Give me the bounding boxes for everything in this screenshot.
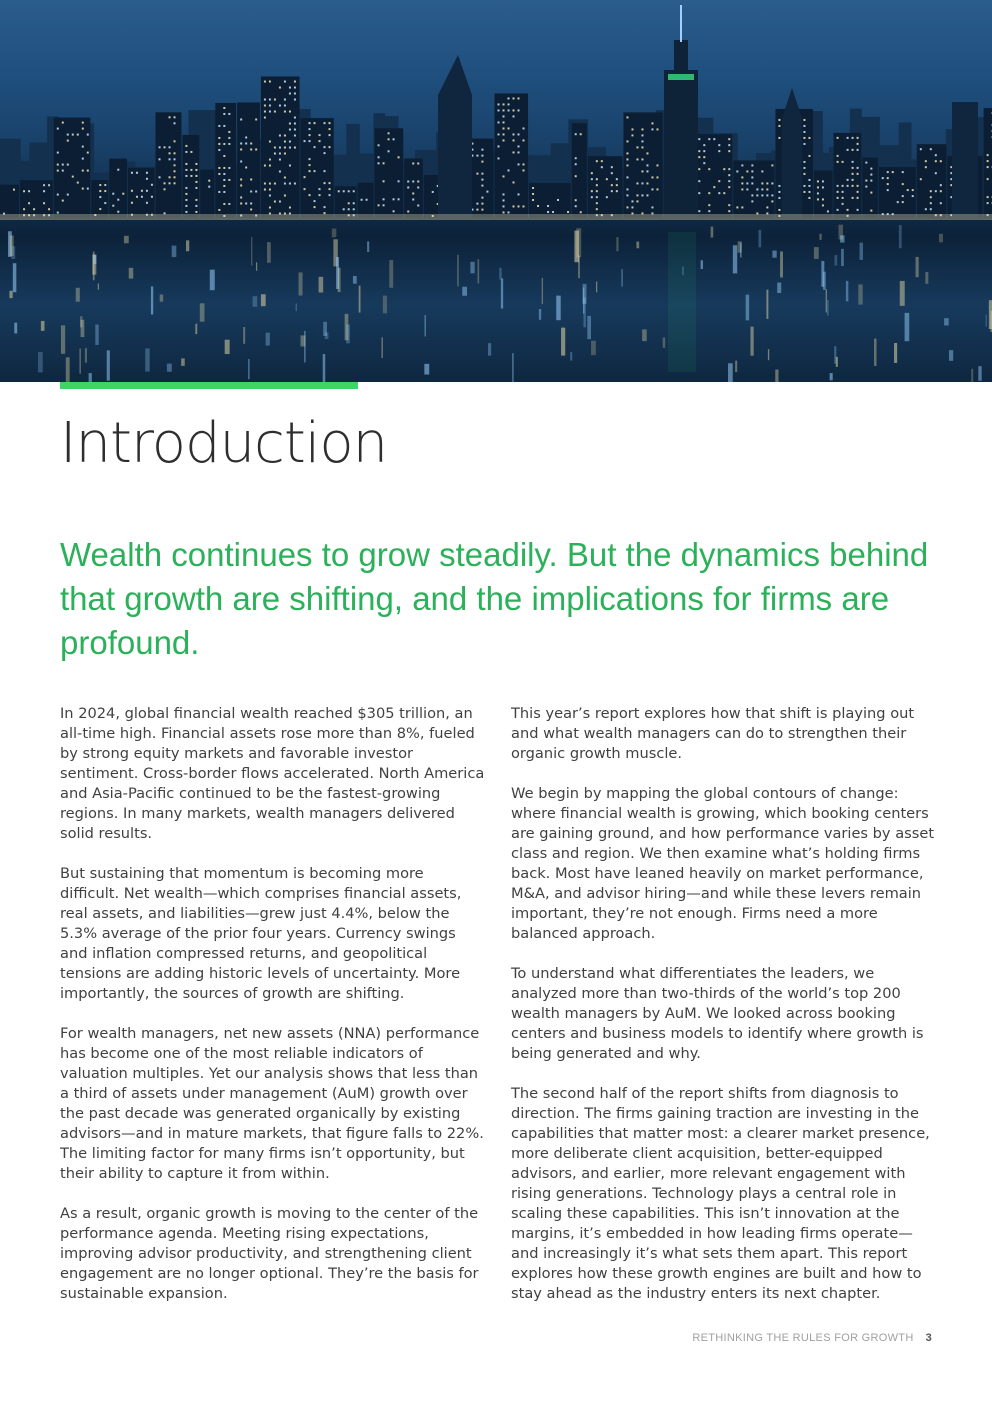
body-paragraph: This year’s report explores how that shift is playing out and what wealth managers can do to strengthen their organic growth muscle.: [511, 705, 915, 762]
page-number: 3: [925, 1332, 932, 1344]
body-column-right: [511, 704, 936, 1324]
body-paragraph: To understand what differentiates the leaders, we analyzed more than two-thirds of the world’s top 200 wealth managers by AuM. We looked across booking centers and business models to identify where growth is being generated and why.: [511, 965, 924, 1062]
running-title: RETHINKING THE RULES FOR GROWTH: [692, 1332, 914, 1344]
body-paragraph: For wealth managers, net new assets (NNA) performance has become one of the most reliable indicators of valuation multiples. Yet our analysis shows that less than a third of assets under management (AuM) growth over the past decade was generated organically by existing advisors—and in mature markets, that figure falls to 22%. The limiting factor for many firms isn’t opportunity, but their ability to capture it from within.: [60, 1025, 484, 1182]
page-title: Introduction: [60, 411, 388, 476]
body-column-left: [60, 704, 485, 1324]
body-paragraph: In 2024, global financial wealth reached $305 trillion, an all-time high. Financial assets rose more than 8%, fueled by strong equity markets and favorable investor sentiment. Cross-border flows accelerated. North America and Asia-Pacific continued to be the fastest-growing regions. In many markets, wealth managers delivered solid results.: [60, 705, 485, 842]
page-footer: [692, 1332, 932, 1344]
lead-paragraph: Wealth continues to grow steadily. But the dynamics behind that growth are shifting, and the implications for firms are profound.: [60, 536, 929, 661]
skyline-illustration: [0, 0, 992, 382]
accent-bar: [60, 382, 358, 389]
body-paragraph: As a result, organic growth is moving to the center of the performance agenda. Meeting rising expectations, improving advisor productivity, and strengthening client engagement are no longer optional. They’re the basis for sustainable expansion.: [60, 1205, 479, 1302]
body-paragraph: But sustaining that momentum is becoming more difficult. Net wealth—which comprises financial assets, real assets, and liabilities—grew just 4.4%, below the 5.3% average of the prior four years. Currency swings and inflation compressed returns, and geopolitical tensions are adding historic levels of uncertainty. More importantly, the sources of growth are shifting.: [60, 865, 462, 1002]
body-paragraph: We begin by mapping the global contours of change: where financial wealth is growing, which booking centers are gaining ground, and how performance varies by asset class and region. We then examine what’s holding firms back. Most have leaned heavily on market performance, M&A, and advisor hiring—and while these levers remain important, they’re not enough. Firms need a more balanced approach.: [511, 785, 935, 942]
body-paragraph: The second half of the report shifts from diagnosis to direction. The firms gaining traction are investing in the capabilities that matter most: a clearer market presence, more deliberate client acquisition, better-equipped advisors, and earlier, more relevant engagement with rising generations. Technology plays a central role in scaling these capabilities. This isn’t innovation at the margins, it’s embedded in how leading firms operate—and increasingly it’s what sets them apart. This report explores how these growth engines are built and how to stay ahead as the industry enters its next chapter.: [511, 1085, 930, 1302]
hero-skyline-photo: [0, 0, 992, 382]
